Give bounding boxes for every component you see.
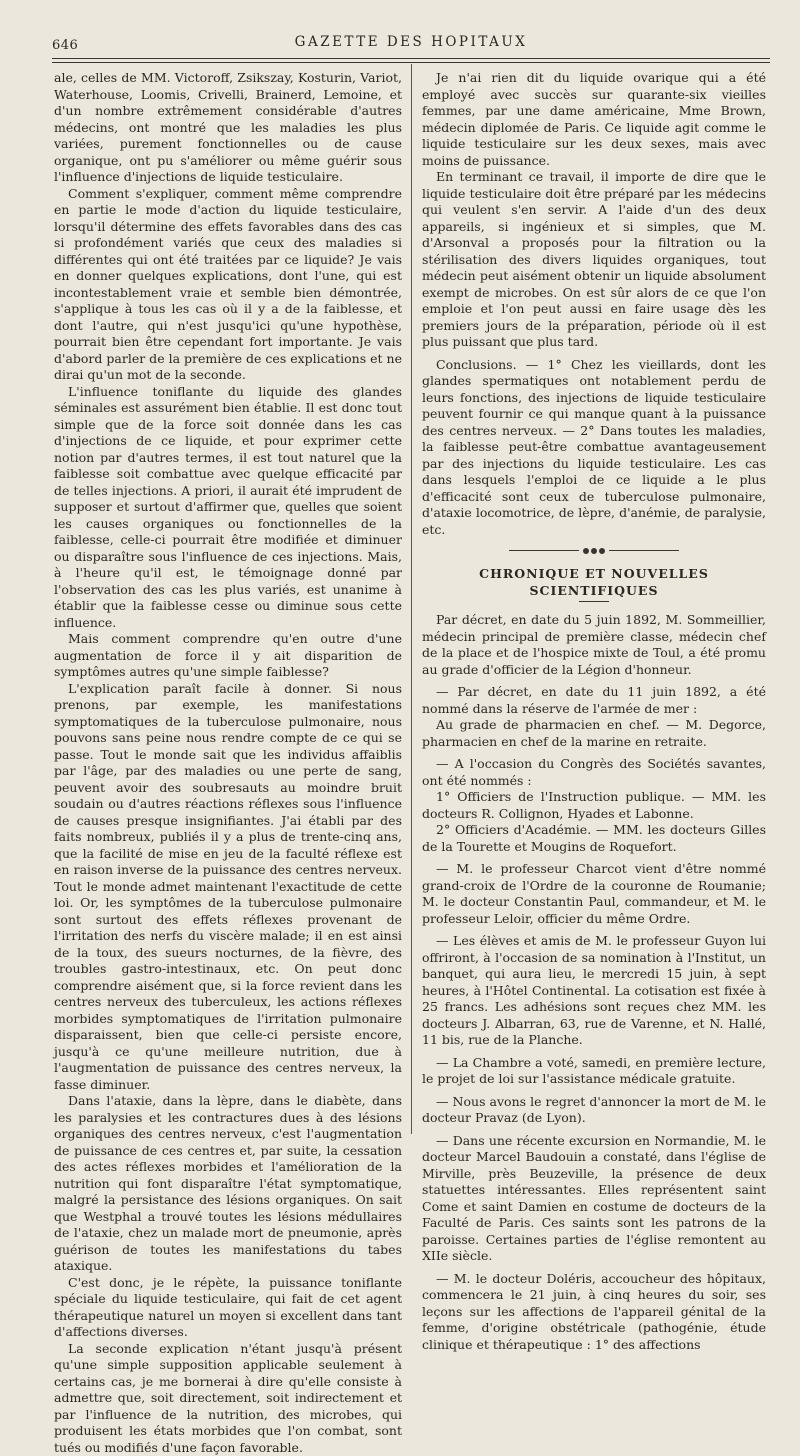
header-rule-top xyxy=(52,58,770,59)
news-item: — M. le professeur Charcot vient d'être nommé grand-croix de l'Ordre de la couronne de Roumanie; M. le docteur Constantin Paul, commandeur, et M. le professeur Leloir, officier du même Ordre. xyxy=(422,861,766,927)
article-paragraph: Comment s'expliquer, comment même comprendre en partie le mode d'action du liquide testiculaire, lorsqu'il détermine des effets favorables dans des cas si profondément variés que ceux des maladies si différentes qui ont été traitées par ce liquide? Je vais en donner quelques explications, dont l'une, qui est incontestablement vraie et semble bien démontrée, s'applique à tous les cas où il y a de la faiblesse, et dont l'autre, qui n'est jusqu'ici qu'une hypothèse, pourrait bien être cependant fort importante. Je vais d'abord parler de la première de ces explications et ne dirai qu'un mot de la seconde. xyxy=(54,186,402,384)
news-item: — Nous avons le regret d'annoncer la mort de M. le docteur Pravaz (de Lyon). xyxy=(422,1094,766,1127)
section-title: CHRONIQUE ET NOUVELLES SCIENTIFIQUES xyxy=(422,566,766,599)
article-paragraph: La seconde explication n'étant jusqu'à présent qu'une simple supposition applicable seulement à certains cas, je me bornerai à dire qu'elle consiste à admettre que, soit directement, soit indirectement et par l'influence de la nutrition, des microbes, qui produisent les états morbides que l'on combat, sont tués ou modifiés d'une façon favorable. xyxy=(54,1341,402,1456)
article-paragraph: En terminant ce travail, il importe de dire que le liquide testiculaire doit être préparé par les médecins qui veulent s'en servir. A l'aide d'un des deux appareils, si ingénieux et si simples, que M. d'Arsonval a proposés pour la filtration ou la stérilisation des divers liquides organiques, tout médecin peut aisément obtenir un liquide absolument exempt de microbes. On est sûr alors de ce que l'on emploie et l'on peut aussi en faire usage dès les premiers jours de la préparation, période où il est plus puissant que plus tard. xyxy=(422,169,766,351)
left-column xyxy=(54,70,402,1456)
news-item: 1° Officiers de l'Instruction publique. — MM. les docteurs R. Collignon, Hyades et Labonne. xyxy=(422,789,766,822)
news-item: — Les élèves et amis de M. le professeur Guyon lui offriront, à l'occasion de sa nomination à l'Institut, un banquet, qui aura lieu, le mercredi 15 juin, à sept heures, à l'Hôtel Continental. La cotisation est fixée à 25 francs. Les adhésions sont reçues chez MM. les docteurs J. Albarran, 63, rue de Varenne, et N. Hallé, 11 bis, rue de la Planche. xyxy=(422,933,766,1049)
article-paragraph: Je n'ai rien dit du liquide ovarique qui a été employé avec succès sur quarante-six vieilles femmes, par une dame américaine, Mme Brown, médecin diplomée de Paris. Ce liquide agit comme le liquide testiculaire sur les deux sexes, mais avec moins de puissance. xyxy=(422,70,766,169)
news-item: — La Chambre a voté, samedi, en première lecture, le projet de loi sur l'assistance médicale gratuite. xyxy=(422,1055,766,1088)
article-paragraph: Mais comment comprendre qu'en outre d'une augmentation de force il y ait disparition de symptômes autres qu'une simple faiblesse? xyxy=(54,631,402,681)
right-column xyxy=(422,70,766,1353)
header-rule-bottom xyxy=(52,62,770,63)
news-item: — Dans une récente excursion en Normandie, M. le docteur Marcel Baudouin a constaté, dans l'église de Mirville, près Beuzeville, la présence de deux statuettes intéressantes. Elles représentent saint Come et saint Damien en costume de docteurs de la Faculté de Paris. Ces saints sont les patrons de la paroisse. Certaines parties de l'église remontent au XIIe siècle. xyxy=(422,1133,766,1265)
news-item: — A l'occasion du Congrès des Sociétés savantes, ont été nommés : xyxy=(422,756,766,789)
news-item: — Par décret, en date du 11 juin 1892, a été nommé dans la réserve de l'armée de mer : xyxy=(422,684,766,717)
section-ornament xyxy=(509,548,679,554)
column-divider xyxy=(411,64,412,1134)
news-item: Par décret, en date du 5 juin 1892, M. Sommeillier, médecin principal de première classe, médecin chef de la place et de l'hospice mixte de Toul, a été promu au grade d'officier de la Légion d'honneur. xyxy=(422,612,766,678)
article-paragraph: C'est donc, je le répète, la puissance toniflante spéciale du liquide testiculaire, qui fait de cet agent thérapeutique naturel un moyen si excellent dans tant d'affections diverses. xyxy=(54,1275,402,1341)
news-item: — M. le docteur Doléris, accoucheur des hôpitaux, commencera le 21 juin, à cinq heures du soir, ses leçons sur les affections de l'appareil génital de la femme, d'origine obstétricale (pathogénie, étude clinique et thérapeutique : 1° des affections xyxy=(422,1271,766,1354)
article-paragraph: ale, celles de MM. Victoroff, Zsikszay, Kosturin, Variot, Waterhouse, Loomis, Crivelli, Brainerd, Lemoine, et d'un nombre extrêmement considérable d'autres médecins, ont montré que les maladies les plus variées, purement fonctionnelles ou de cause organique, ont pu s'améliorer ou même guérir sous l'influence d'injections de liquide testiculaire. xyxy=(54,70,402,186)
page-number: 646 xyxy=(52,38,78,53)
news-item: 2° Officiers d'Académie. — MM. les docteurs Gilles de la Tourette et Mougins de Roquefort. xyxy=(422,822,766,855)
section-title-rule xyxy=(579,601,609,602)
article-paragraph: Dans l'ataxie, dans la lèpre, dans le diabète, dans les paralysies et les contractures dues à des lésions organiques des centres nerveux, c'est l'augmentation de puissance de ces centres et, par suite, la cessation des actes réflexes morbides et l'amélioration de la nutrition qui font disparaître l'état symptomatique, malgré la persistance des lésions organiques. On sait que Westphal a trouvé toutes les lésions médullaires de l'ataxie, chez un malade mort de pneumonie, après guérison de toutes les manifestations du tabes ataxique. xyxy=(54,1093,402,1275)
article-paragraph: L'influence toniflante du liquide des glandes séminales est assurément bien établie. Il est donc tout simple que de la force soit donnée dans les cas d'injections de ce liquide, et pour exprimer cette notion par d'autres termes, il est tout naturel que la faiblesse soit combattue avec quelque efficacité par de telles injections. A priori, il aurait été imprudent de supposer et surtout d'affirmer que, quelles que soient les causes organiques ou fonctionnelles de la faiblesse, celle-ci pourrait être modifiée et diminuer ou disparaître sous l'influence de ces injections. Mais, à l'heure qu'il est, le témoignage donné par l'observation des cas les plus variés, est unanime à établir que la faiblesse cesse ou diminue sous cette influence. xyxy=(54,384,402,632)
page-header xyxy=(52,34,770,54)
conclusions-paragraph: Conclusions. — 1° Chez les vieillards, dont les glandes spermatiques ont notablement perdu de leurs fonctions, des injections de liquide testiculaire peuvent fournir ce qui manque quant à la puissance des centres nerveux. — 2° Dans toutes les maladies, la faiblesse peut-être combattue avantageusement par des injections du liquide testiculaire. Les cas dans lesquels l'emploi de ce liquide a le plus d'efficacité sont ceux de tuberculose pulmonaire, d'ataxie locomotrice, de lèpre, d'anémie, de paralysie, etc. xyxy=(422,357,766,539)
journal-title: GAZETTE DES HOPITAUX xyxy=(52,34,770,50)
news-item: Au grade de pharmacien en chef. — M. Degorce, pharmacien en chef de la marine en retraite. xyxy=(422,717,766,750)
article-paragraph: L'explication paraît facile à donner. Si nous prenons, par exemple, les manifestations symptomatiques de la tuberculose pulmonaire, nous pouvons sans peine nous rendre compte de ce qui se passe. Tout le monde sait que les individus affaiblis par l'âge, par des maladies ou une perte de sang, peuvent avoir des soubresauts au moindre bruit soudain ou d'autres réactions réflexes sous l'influence de causes presque insignifiantes. J'ai établi par des faits nombreux, publiés il y a plus de trente-cinq ans, que la facilité de mise en jeu de la faculté réflexe est en raison inverse de la puissance des centres nerveux. Tout le monde admet maintenant l'exactitude de cette loi. Or, les symptômes de la tuberculose pulmonaire sont surtout des effets réflexes provenant de l'irritation des nerfs du viscère malade; il en est ainsi de la toux, des sueurs nocturnes, de la fièvre, des troubles gastro-intestinaux, etc. On peut donc comprendre aisément que, si la force revient dans les centres nerveux des tuberculeux, les actions réflexes morbides symptomatiques de l'irritation pulmonaire disparaissent, bien que celle-ci persiste encore, jusqu'à ce qu'une meilleure nutrition, due à l'augmentation de puissance des centres nerveux, la fasse diminuer. xyxy=(54,681,402,1094)
